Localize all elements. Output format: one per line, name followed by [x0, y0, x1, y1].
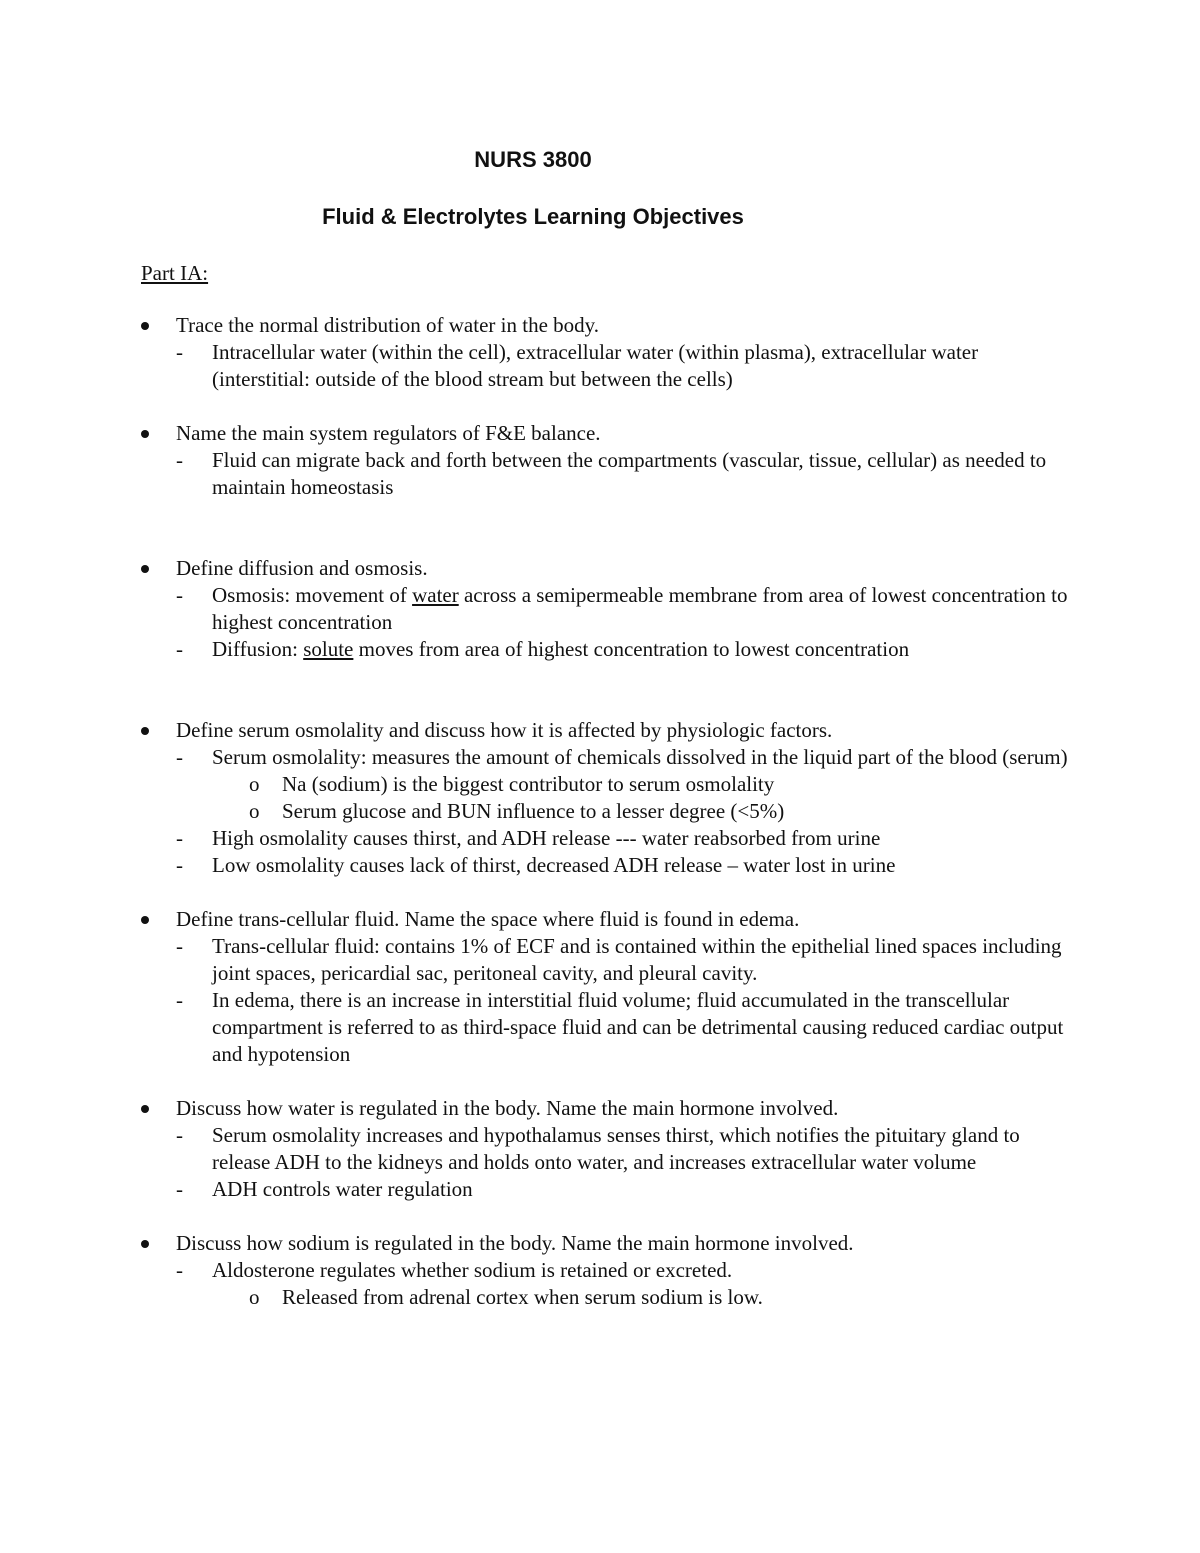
answer-point: [0, 1176, 1072, 1203]
dash-marker: -: [176, 637, 183, 661]
objective-item: [0, 1230, 1056, 1257]
objective-text: Discuss how sodium is regulated in the body. Name the main hormone involved.: [176, 1231, 854, 1255]
objective-text: Define serum osmolality and discuss how it is affected by physiologic factors.: [176, 718, 833, 742]
answer-text: Intracellular water (within the cell), extracellular water (within plasma), extracellular water (interstitial: outside of the blood stream but between the cells): [212, 340, 979, 391]
bullet-icon: [141, 916, 149, 924]
dash-marker: -: [176, 745, 183, 769]
dash-marker: -: [176, 1123, 183, 1147]
dash-marker: -: [176, 853, 183, 877]
objective-item: [0, 1095, 1056, 1122]
sub-point: [0, 1284, 1082, 1311]
sub-point-text: Serum glucose and BUN influence to a lesser degree (<5%): [282, 799, 785, 823]
circle-marker: o: [249, 1285, 260, 1309]
answer-point: [0, 1122, 1072, 1176]
answer-point: [0, 744, 1072, 771]
bullet-icon: [141, 727, 149, 735]
answer-point: [0, 447, 1072, 501]
underlined-term: solute: [303, 637, 354, 661]
dash-marker: -: [176, 1258, 183, 1282]
answer-text: Trans-cellular fluid: contains 1% of ECF and is contained within the epithelial lined spaces including joint spaces, pericardial sac, peritoneal cavity, and pleural cavity.: [212, 934, 1062, 985]
objectives-list: [0, 312, 1200, 1311]
sub-point-text: Released from adrenal cortex when serum sodium is low.: [282, 1285, 763, 1309]
dash-marker: -: [176, 934, 183, 958]
bullet-icon: [141, 430, 149, 438]
objective-text: Discuss how water is regulated in the body. Name the main hormone involved.: [176, 1096, 839, 1120]
sub-point: [0, 771, 1082, 798]
answer-point: [0, 339, 1072, 393]
objective-item: [0, 906, 1056, 933]
dash-marker: -: [176, 583, 183, 607]
answer-text-before: Osmosis: movement of: [212, 583, 413, 607]
answer-text: In edema, there is an increase in interstitial fluid volume; fluid accumulated in the transcellular compartment is referred to as third-space fluid and can be detrimental causing reduced cardiac output and hypotension: [212, 988, 1064, 1066]
answer-text-after: moves from area of highest concentration to lowest concentration: [353, 637, 910, 661]
dash-marker: -: [176, 988, 183, 1012]
answer-text-before: Diffusion:: [212, 637, 304, 661]
circle-marker: o: [249, 799, 260, 823]
circle-marker: o: [249, 772, 260, 796]
bullet-icon: [141, 322, 149, 330]
answer-text: Aldosterone regulates whether sodium is retained or excreted.: [212, 1258, 733, 1282]
objective-item: [0, 312, 1056, 339]
dash-marker: -: [176, 1177, 183, 1201]
answer-text: Low osmolality causes lack of thirst, decreased ADH release – water lost in urine: [212, 853, 896, 877]
answer-point: [0, 1257, 1072, 1284]
sub-point: [0, 798, 1082, 825]
sub-point-text: Na (sodium) is the biggest contributor to serum osmolality: [282, 772, 775, 796]
section-heading: Part IA:: [141, 261, 209, 285]
dash-marker: -: [176, 826, 183, 850]
answer-text: Fluid can migrate back and forth between the compartments (vascular, tissue, cellular) as needed to maintain homeostasis: [212, 448, 1047, 499]
bullet-icon: [141, 565, 149, 573]
course-code: NURS 3800: [474, 147, 592, 172]
bullet-icon: [141, 1105, 149, 1113]
objective-text: Define diffusion and osmosis.: [176, 556, 428, 580]
answer-point: [0, 987, 1072, 1068]
objective-item: [0, 717, 1056, 744]
answer-point: [0, 825, 1072, 852]
answer-point: [0, 636, 1072, 663]
dash-marker: -: [176, 448, 183, 472]
dash-marker: -: [176, 340, 183, 364]
answer-text: Serum osmolality: measures the amount of chemicals dissolved in the liquid part of the blood (serum): [212, 745, 1068, 769]
objective-text: Trace the normal distribution of water in the body.: [176, 313, 600, 337]
answer-point: [0, 933, 1072, 987]
objective-item: [0, 555, 1056, 582]
answer-text-after: across a semipermeable membrane from area of lowest concentration to highest concentration: [212, 583, 1068, 634]
answer-text: Serum osmolality increases and hypothalamus senses thirst, which notifies the pituitary gland to release ADH to the kidneys and holds onto water, and increases extracellular water volume: [212, 1123, 1020, 1174]
answer-point: [0, 582, 1072, 636]
answer-text: High osmolality causes thirst, and ADH release --- water reabsorbed from urine: [212, 826, 881, 850]
document-title: Fluid & Electrolytes Learning Objectives: [322, 204, 744, 229]
answer-point: [0, 852, 1072, 879]
answer-text: ADH controls water regulation: [212, 1177, 473, 1201]
objective-text: Define trans-cellular fluid. Name the space where fluid is found in edema.: [176, 907, 800, 931]
objective-item: [0, 420, 1056, 447]
underlined-term: water: [412, 583, 459, 607]
bullet-icon: [141, 1240, 149, 1248]
objective-text: Name the main system regulators of F&E balance.: [176, 421, 601, 445]
